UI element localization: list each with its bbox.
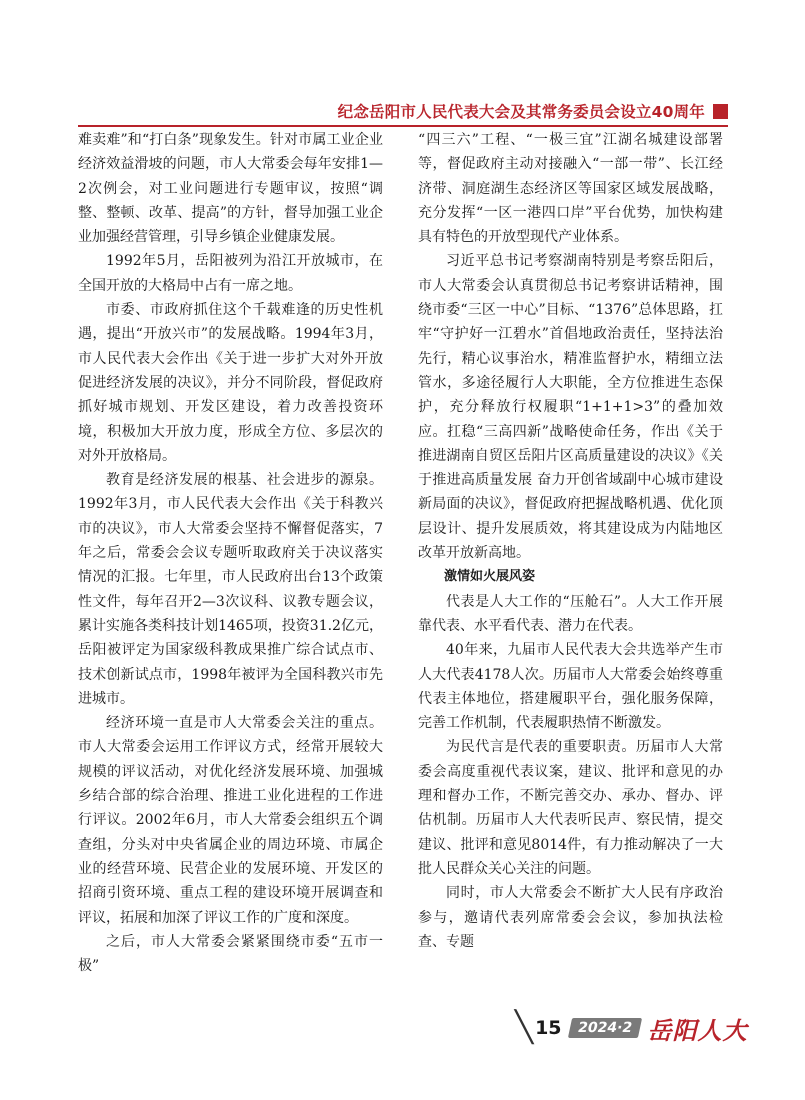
paragraph: 为民代言是代表的重要职责。历届市人大常委会高度重视代表议案，建议、批评和意见的办理和督办工作，不断完善交办、承办、督办、评估机制。历届市人大代表听民声、察民情，提交建议、批评和意见8014件，有力推动解决了一大批人民群众关心关注的问题。 [418,739,723,877]
paragraph: 之后，市人大常委会紧紧围绕市委“五市一极” [78,933,383,975]
right-column [418,128,723,954]
issue-badge: 2024·2 [567,1018,641,1038]
running-header [78,98,728,124]
paragraph: 难卖难”和“打白条”现象发生。针对市属工业企业经济效益滑坡的问题，市人大常委会每年安排1—2次例会，对工业问题进行专题审议，按照“调整、整顿、改革、提高”的方针，督导加强工业企业加强经营管理，引导乡镇企业健康发展。 [78,132,383,246]
paragraph: 代表是人大工作的“压舱石”。人大工作开展靠代表、水平看代表、潜力在代表。 [418,593,723,634]
magazine-logo: 岳阳人大 [647,1015,748,1045]
page-footer [515,1010,775,1046]
header-square-icon [713,104,728,119]
paragraph: 同时，市人大常委会不断扩大人民有序政治参与，邀请代表列席常委会会议，参加执法检查、专题 [418,885,723,950]
left-column [78,128,383,978]
section-subheading: 激情如火展风姿 [444,569,536,585]
paragraph: 1992年5月，岳阳被列为沿江开放城市，在全国开放的大格局中占有一席之地。 [78,253,383,294]
paragraph: 教育是经济发展的根基、社会进步的源泉。1992年3月，市人民代表大会作出《关于科教兴市的决议》，市人大常委会坚持不懈督促落实，7年之后，常委会会议专题听取政府关于决议落实情况的汇报。七年里，市人民政府出台13个政策性文件，每年召开2—3次议科、议教专题会议，累计实施各类科技计划1465项，投资31.2亿元，岳阳被评定为国家级科教成果推广综合试点市、技术创新试点市，1998年被评为全国科教兴市先进城市。 [78,472,383,707]
paragraph: 40年来，九届市人民代表大会共选举产生市人大代表4178人次。历届市人大常委会始终尊重代表主体地位，搭建履职平台，强化服务保障，完善工作机制，代表履职热情不断激发。 [418,642,723,732]
paragraph: 市委、市政府抓住这个千载难逢的历史性机遇，提出“开放兴市”的发展战略。1994年3月，市人民代表大会作出《关于进一步扩大对外开放促进经济发展的决议》，并分不同阶段，督促政府抓好城市规划、开发区建设，着力改善投资环境，积极加大开放力度，形成全方位、多层次的对外开放格局。 [78,302,383,464]
page-number: 15 [535,1017,562,1039]
header-title: 纪念岳阳市人民代表大会及其常务委员会设立40周年 [337,103,705,121]
footer-slash-icon: ╲ [515,1010,534,1045]
header-rule [78,125,728,127]
paragraph: “四三六”工程、“一极三宜”江湖名城建设部署等，督促政府主动对接融入“一部一带”、长江经济带、洞庭湖生态经济区等国家区域发展战略，充分发挥“一区一港四口岸”平台优势，加快构建具有特色的开放型现代产业体系。 [418,132,723,246]
paragraph: 习近平总书记考察湖南特别是考察岳阳后，市人大常委会认真贯彻总书记考察讲话精神，围绕市委“三区一中心”目标、“1376”总体思路，扛牢“守护好一江碧水”首倡地政治责任，坚持法治先行，精心议事治水，精准监督护水，精细立法管水，多途径履行人大职能，全方位推进生态保护，充分释放行权履职“1+1+1>3”的叠加效应。扛稳“三高四新”战略使命任务，作出《关于推进湖南自贸区岳阳片区高质量建设的决议》《关于推进高质量发展 奋力开创省域副中心城市建设新局面的决议》，督促政府把握战略机遇、优化顶层设计、提升发展质效，将其建设成为内陆地区改革开放新高地。 [418,253,723,562]
paragraph: 经济环境一直是市人大常委会关注的重点。市人大常委会运用工作评议方式，经常开展较大规模的评议活动，对优化经济发展环境、加强城乡结合部的综合治理、推进工业化进程的工作进行评议。2002年6月，市人大常委会组织五个调查组，分头对中央省属企业的周边环境、市属企业的经营环境、民营企业的发展环境、开发区的招商引资环境、重点工程的建设环境开展调查和评议，拓展和加深了评议工作的广度和深度。 [78,715,383,926]
